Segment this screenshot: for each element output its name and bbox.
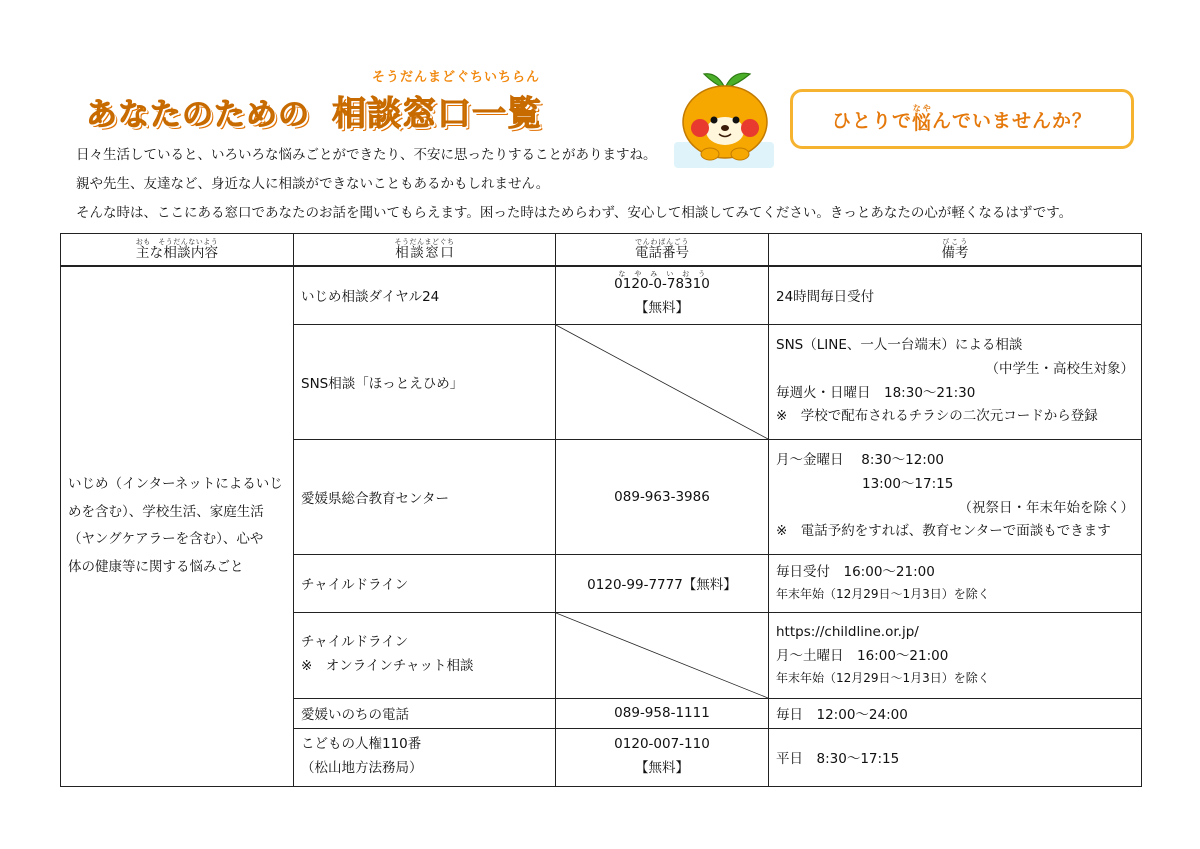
header-phone: 電話番号でんわばんごう <box>556 234 769 267</box>
phone-cell: 0120-0-78310なやみいおう 【無料】 <box>556 266 769 324</box>
speech-bubble: ひとりで 悩なや んでいませんか？ <box>790 89 1134 149</box>
intro-line-3: そんな時は、ここにある窓口であなたのお話を聞いてもらえます。困った時はためらわず、安心して相談してみてください。きっとあなたの心が軽くなるはずです。 <box>76 205 1073 221</box>
phone-cell-empty <box>556 612 769 698</box>
mikan-mascot-icon <box>672 66 778 170</box>
phone-cell: 089-963-3986 <box>556 439 769 554</box>
window-name: いじめ相談ダイヤル24 <box>294 266 556 324</box>
phone-cell: 0120-007-110 【無料】 <box>556 728 769 786</box>
notes-cell: 毎日受付 16:00～21:00 年末年始（12月29日～1月3日）を除く <box>769 554 1142 612</box>
intro-line-1: 日々生活していると、いろいろな悩みごとができたり、不安に思ったりすることがありますね。 <box>76 147 657 163</box>
title-reading: そうだんまどぐちいちらん <box>371 70 540 85</box>
window-name: チャイルドライン <box>294 554 556 612</box>
window-name: 愛媛県総合教育センター <box>294 439 556 554</box>
header-content: 主な相談内容おも そうだんないよう <box>61 234 294 267</box>
notes-cell: 24時間毎日受付 <box>769 266 1142 324</box>
notes-cell: 毎日 12:00～24:00 <box>769 698 1142 728</box>
phone-cell: 0120-99-7777【無料】 <box>556 554 769 612</box>
notes-cell: 平日 8:30～17:15 <box>769 728 1142 786</box>
window-name: こどもの人権110番 （松山地方法務局） <box>294 728 556 786</box>
header-window: 相談窓口そうだんまどぐち <box>294 234 556 267</box>
title-main: 相談窓口一覧 <box>332 94 542 134</box>
notes-cell: 月～金曜日 8:30～12:00 13:00～17:15 （祝祭日・年末年始を除く） ※ 電話予約をすれば、教育センターで面談もできます <box>769 439 1142 554</box>
notes-cell: https://childline.or.jp/ 月～土曜日 16:00～21:00 年末年始（12月29日～1月3日）を除く <box>769 612 1142 698</box>
consultation-table <box>60 233 1142 787</box>
table-header-row <box>61 234 1142 267</box>
category-cell: いじめ（インターネットによるいじ めを含む）、学校生活、家庭生活 （ヤングケアラーを含む）、心や 体の健康等に関する悩みごと <box>61 266 294 786</box>
phone-cell-empty <box>556 324 769 439</box>
notes-cell: SNS（LINE、一人一台端末）による相談 （中学生・高校生対象） 毎週火・日曜日 18:30～21:30 ※ 学校で配布されるチラシの二次元コードから登録 <box>769 324 1142 439</box>
speech-kanji: 悩なや <box>911 103 932 134</box>
header-notes: 備考びこう <box>769 234 1142 267</box>
table-row <box>61 266 1142 324</box>
phone-cell: 089-958-1111 <box>556 698 769 728</box>
window-name: 愛媛いのちの電話 <box>294 698 556 728</box>
childline-url[interactable]: https://childline.or.jp/ <box>776 623 919 640</box>
window-name: チャイルドライン ※ オンラインチャット相談 <box>294 612 556 698</box>
window-name: SNS相談「ほっとえひめ」 <box>294 324 556 439</box>
intro-line-2: 親や先生、友達など、身近な人に相談ができないこともあるかもしれません。 <box>76 176 550 192</box>
title-prefix: あなたのための <box>86 97 310 133</box>
page-title <box>86 86 542 135</box>
